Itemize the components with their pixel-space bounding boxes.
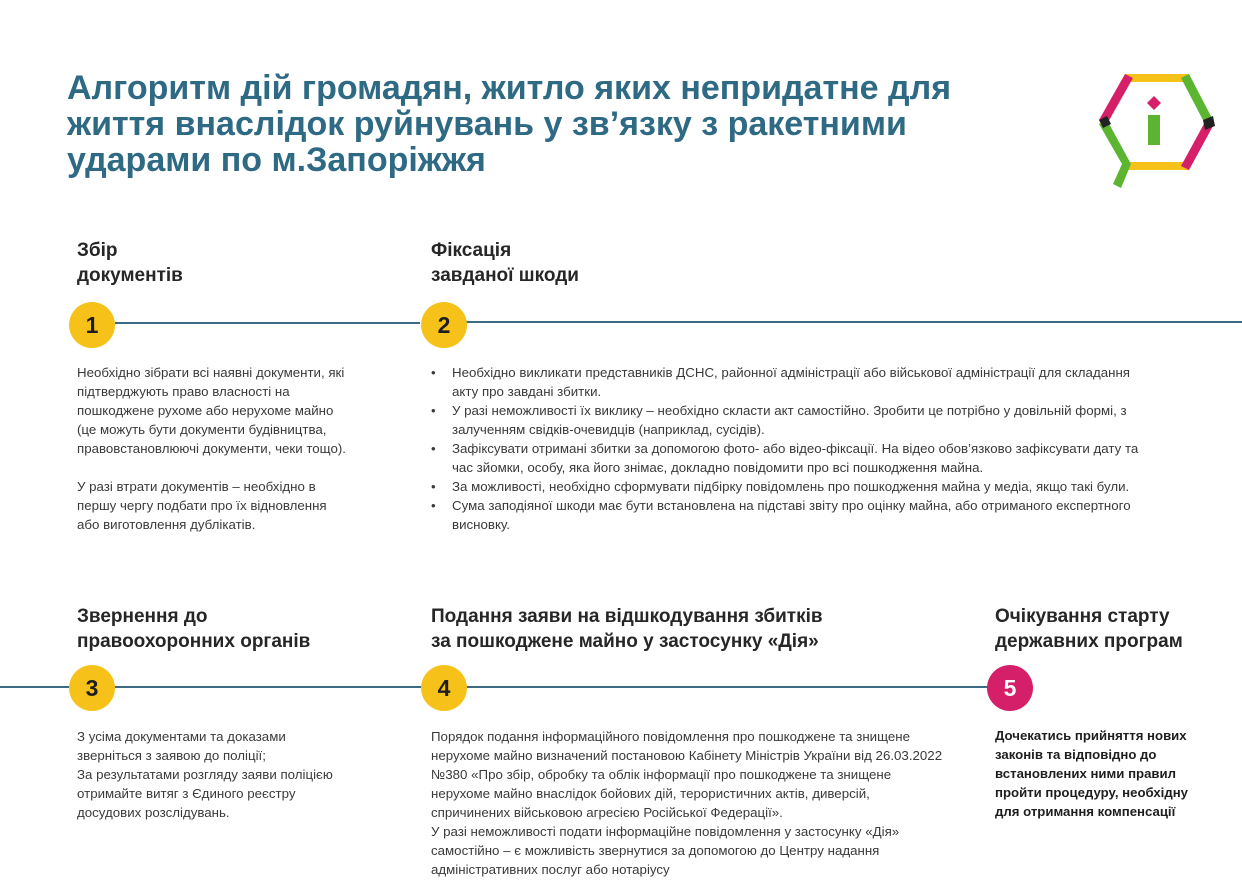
step-4-text [431, 727, 951, 879]
step-3-number-badge: 3 [69, 665, 115, 711]
timeline-line-2 [466, 321, 1242, 323]
step-4-number-badge: 4 [421, 665, 467, 711]
step-2-title-line1: Фіксація [431, 240, 512, 261]
step-1-number-badge: 1 [69, 302, 115, 348]
step-3-paragraph-2: За результатами розгляду заяви поліцією отримайте витяг з Єдиного реєстру досудових розслідувань. [77, 767, 333, 820]
step-1-paragraph-2: У разі втрати документів – необхідно в першу чергу подбати про їх відновлення або виготовлення дублікатів. [77, 479, 327, 532]
step-1-paragraph-1: Необхідно зібрати всі наявні документи, які підтверджують право власності на пошкоджене рухоме або нерухоме майно (це можуть бути документи будівництва, правовстановлюючі документи, чеки тощо). [77, 365, 346, 456]
step-2-bullet-1: • Необхідно викликати представників ДСНС, районної адміністрації або військової адміністрації для складання акту про завдані збитки. [431, 363, 1143, 401]
step-4-paragraph-1: Порядок подання інформаційного повідомлення про пошкоджене та знищене нерухоме майно визначений постановою Кабінету Міністрів України від 26.03.2022 №380 «Про збір, обробку та облік інформації про пошкоджене та знищене нерухоме майно внаслідок бойових дій, терористичних актів, диверсій, спричинених військовою агресією Російської Федерації». [431, 729, 943, 820]
step-4-paragraph-2: У разі неможливості подати інформаційне повідомлення у застосунку «Дія» самостійно – є можливість звернутися за допомогою до Центру надання адміністративних послуг або нотаріусу [431, 824, 900, 877]
step-5-number-badge: 5 [987, 665, 1033, 711]
timeline-line-3-left [0, 686, 70, 688]
step-2-text [431, 363, 1143, 534]
timeline-line-4 [466, 686, 988, 688]
step-2-bullet-5: • Сума заподіяної шкоди має бути встановлена на підставі звіту про оцінку майна, або отриманого експертного висновку. [431, 496, 1143, 534]
step-1-title-line2: документів [77, 265, 183, 286]
step-2-number-badge: 2 [421, 302, 467, 348]
step-4-title-line1: Подання заяви на відшкодування збитків [431, 606, 823, 627]
timeline-line-3 [114, 686, 422, 688]
step-5-title [995, 604, 1183, 654]
step-5-paragraph-1: Дочекатись прийняття нових законів та відповідно до встановлених ними правил пройти процедуру, необхідну для отримання компенсації [995, 728, 1189, 819]
step-2-bullet-list [431, 363, 1143, 534]
step-2-bullet-2: • У разі неможливості їх виклику – необхідно скласти акт самостійно. Зробити це потрібно у довільній формі, з залученням свідків-очевидців (наприклад, сусідів). [431, 401, 1143, 439]
timeline-line-1 [115, 322, 420, 324]
step-2-title-line2: завданої шкоди [431, 265, 579, 286]
step-4-title-line2: за пошкоджене майно у застосунку «Дія» [431, 631, 819, 652]
step-5-title-line1: Очікування старту [995, 606, 1170, 627]
info-hexagon-logo-icon [1095, 70, 1217, 196]
step-4-title [431, 604, 823, 654]
step-3-text [77, 727, 342, 822]
step-2-title [431, 238, 579, 288]
step-3-title-line1: Звернення до [77, 606, 208, 627]
step-3-paragraph-1: З усіма документами та доказами зверніться з заявою до поліції; [77, 729, 286, 763]
page-title: Алгоритм дій громадян, житло яких непридатне для життя внаслідок руйнувань у зв’язку з ракетними ударами по м.Запоріжжя [67, 69, 952, 179]
step-2-bullet-4: • За можливості, необхідно сформувати підбірку повідомлень про пошкодження майна у медіа, якщо такі були. [431, 477, 1143, 496]
step-1-title-line1: Збір [77, 240, 118, 261]
step-3-title [77, 604, 310, 654]
step-2-bullet-3: • Зафіксувати отримані збитки за допомогою фото- або відео-фіксації. На відео обов’язково зафіксувати дату та час зйомки, особу, яка його знімає, докладно повідомити про всі пошкодження майна. [431, 439, 1143, 477]
step-5-text [995, 726, 1200, 821]
step-1-title [77, 238, 183, 288]
step-5-title-line2: державних програм [995, 631, 1183, 652]
step-1-text [77, 363, 352, 534]
step-3-title-line2: правоохоронних органів [77, 631, 311, 652]
